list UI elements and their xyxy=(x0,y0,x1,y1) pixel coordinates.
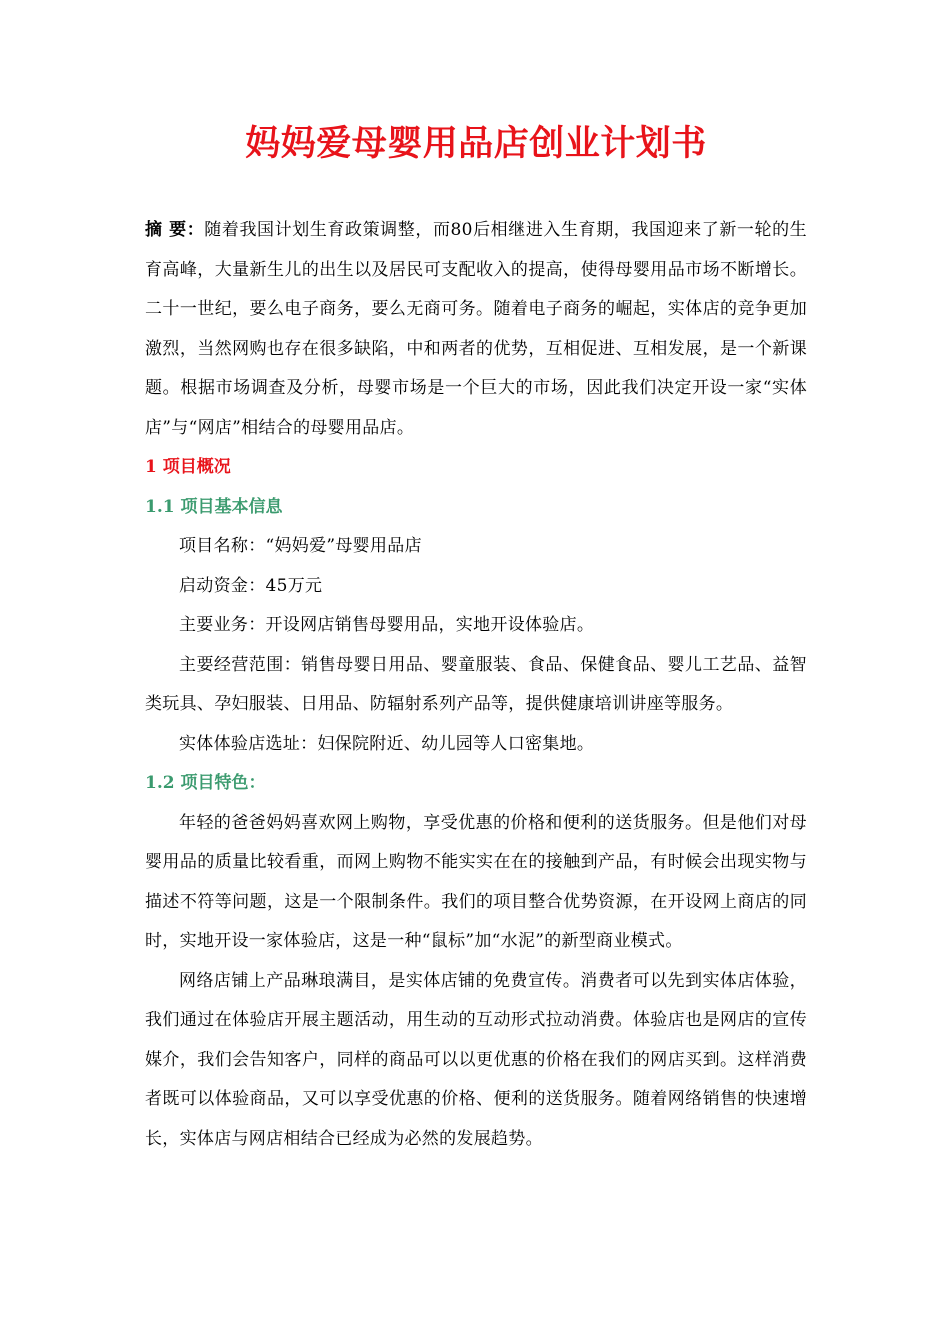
project-name: 项目名称：“妈妈爱”母婴用品店 xyxy=(179,536,422,556)
subsection-heading-1-2: 1.2 项目特色： xyxy=(145,773,266,793)
business-scope: 主要经营范围：销售母婴日用品、婴童服装、食品、保健食品、婴儿工艺品、益智类玩具、孕妇服装、日用品、防辐射系列产品等，提供健康培训讲座等服务。 xyxy=(145,654,807,714)
features-paragraph-2: 网络店铺上产品琳琅满目，是实体店铺的免费宣传。消费者可以先到实体店体验，我们通过在体验店开展主题活动，用生动的互动形式拉动消费。体验店也是网店的宣传媒介，我们会告知客户，同样的商品可以以更优惠的价格在我们的网店买到。这样消费者既可以体验商品，又可以享受优惠的价格、便利的送货服务。随着网络销售的快速增长，实体店与网店相结合已经成为必然的发展趋势。 xyxy=(145,970,807,1149)
main-business: 主要业务：开设网店销售母婴用品，实地开设体验店。 xyxy=(179,615,595,635)
abstract-text: 随着我国计划生育政策调整，而80后相继进入生育期，我国迎来了新一轮的生育高峰，大量新生儿的出生以及居民可支配收入的提高，使得母婴用品市场不断增长。二十一世纪，要么电子商务，要么无商可务。随着电子商务的崛起，实体店的竞争更加激烈，当然网购也存在很多缺陷，中和两者的优势，互相促进、互相发展，是一个新课题。根据市场调查及分析，母婴市场是一个巨大的市场，因此我们决定开设一家“实体店”与“网店”相结合的母婴用品店。 xyxy=(145,220,807,438)
subsection-heading-1-1: 1.1 项目基本信息 xyxy=(145,496,283,517)
features-paragraph-1: 年轻的爸爸妈妈喜欢网上购物，享受优惠的价格和便利的送货服务。但是他们对母婴用品的质量比较看重，而网上购物不能实实在在的接触到产品，有时候会出现实物与描述不符等问题，这是一个限制条件。我们的项目整合优势资源，在开设网上商店的同时，实地开设一家体验店，这是一种“鼠标”加“水泥”的新型商业模式。 xyxy=(145,812,807,951)
document-title: 妈妈爱母婴用品店创业计划书 xyxy=(245,123,707,164)
section-heading-1: 1 项目概况 xyxy=(145,457,231,477)
abstract-paragraph xyxy=(145,211,807,448)
startup-capital: 启动资金：45万元 xyxy=(179,575,323,596)
document-body xyxy=(145,211,807,1159)
store-location: 实体体验店选址：妇保院附近、幼儿园等人口密集地。 xyxy=(179,733,595,754)
abstract-label: 摘 要： xyxy=(145,220,205,240)
